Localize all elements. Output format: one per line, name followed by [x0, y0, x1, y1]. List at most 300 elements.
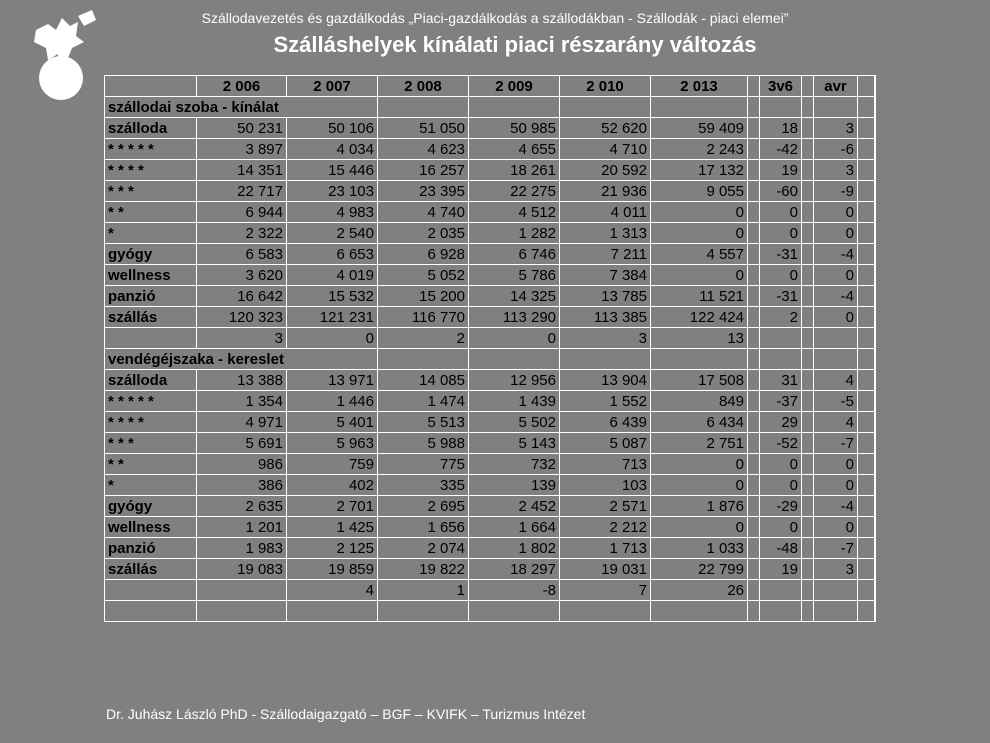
table-cell: 31 [760, 370, 802, 391]
spacer-cell [858, 433, 875, 454]
table-row [105, 286, 875, 307]
table-row [105, 181, 875, 202]
table-cell [378, 601, 469, 622]
table-cell: 1 474 [378, 391, 469, 412]
spacer-cell [802, 139, 814, 160]
table-cell: 713 [560, 454, 651, 475]
table-cell: 51 050 [378, 118, 469, 139]
table-cell: 7 384 [560, 265, 651, 286]
table-cell: 0 [814, 202, 858, 223]
spacer-cell [858, 475, 875, 496]
table-cell: 9 055 [651, 181, 748, 202]
table-row [105, 202, 875, 223]
row-label: panzió [105, 538, 197, 559]
header-row [105, 76, 875, 97]
table-cell: 13 904 [560, 370, 651, 391]
table-cell: -7 [814, 433, 858, 454]
table-cell: 5 143 [469, 433, 560, 454]
table-cell: 3 620 [197, 265, 287, 286]
table-cell: -42 [760, 139, 802, 160]
table-cell: 16 642 [197, 286, 287, 307]
spacer-cell [802, 391, 814, 412]
table-row [105, 391, 875, 412]
table-cell: 14 351 [197, 160, 287, 181]
row-label: * [105, 475, 197, 496]
table-row [105, 265, 875, 286]
table-cell: 5 513 [378, 412, 469, 433]
table-cell [814, 580, 858, 601]
empty-cell [378, 349, 469, 370]
table-row [105, 160, 875, 181]
table-cell: -4 [814, 244, 858, 265]
section-label: vendégéjszaka - kereslet [105, 349, 378, 370]
table-row [105, 370, 875, 391]
table-cell: 52 620 [560, 118, 651, 139]
table-cell: 113 385 [560, 307, 651, 328]
table-cell: 3 [814, 118, 858, 139]
spacer-cell [748, 580, 760, 601]
spacer-cell [748, 475, 760, 496]
row-label: * * * * * [105, 139, 197, 160]
table-cell [814, 328, 858, 349]
table-cell: 120 323 [197, 307, 287, 328]
table-cell: 2 701 [287, 496, 378, 517]
table-cell: 1 354 [197, 391, 287, 412]
table-row [105, 412, 875, 433]
table-cell: 2 212 [560, 517, 651, 538]
empty-cell [814, 349, 858, 370]
table-cell: 23 395 [378, 181, 469, 202]
table-cell: 6 583 [197, 244, 287, 265]
table-cell: 0 [814, 307, 858, 328]
table-row [105, 601, 875, 622]
table-row [105, 538, 875, 559]
table-cell: 29 [760, 412, 802, 433]
table-cell: 6 439 [560, 412, 651, 433]
spacer-cell [858, 118, 875, 139]
table-cell: 7 211 [560, 244, 651, 265]
table-cell: 113 290 [469, 307, 560, 328]
empty-cell [814, 97, 858, 118]
table-cell: 0 [814, 265, 858, 286]
row-label: szállás [105, 559, 197, 580]
table-cell [760, 601, 802, 622]
table-cell: 17 508 [651, 370, 748, 391]
table-cell: 2 125 [287, 538, 378, 559]
row-label: szállás [105, 307, 197, 328]
table-cell [814, 601, 858, 622]
table-cell: 4 971 [197, 412, 287, 433]
empty-cell [858, 349, 875, 370]
section-label: szállodai szoba - kínálat [105, 97, 378, 118]
spacer-cell [858, 559, 875, 580]
table-row [105, 559, 875, 580]
empty-cell [858, 97, 875, 118]
table-cell: 849 [651, 391, 748, 412]
row-label: wellness [105, 517, 197, 538]
spacer-cell [858, 454, 875, 475]
table-cell: -60 [760, 181, 802, 202]
spacer-cell [858, 307, 875, 328]
empty-cell [651, 97, 748, 118]
table-row [105, 328, 875, 349]
table-cell: -31 [760, 286, 802, 307]
spacer-cell [858, 265, 875, 286]
table-cell: 0 [651, 475, 748, 496]
table-cell: -8 [469, 580, 560, 601]
table-cell: 1 439 [469, 391, 560, 412]
spacer-cell [858, 580, 875, 601]
table-cell: 2 074 [378, 538, 469, 559]
table-cell: 2 322 [197, 223, 287, 244]
table-row [105, 307, 875, 328]
table-cell: 0 [760, 517, 802, 538]
table-cell: 16 257 [378, 160, 469, 181]
table-cell: -9 [814, 181, 858, 202]
row-label: * [105, 223, 197, 244]
table-header [105, 76, 875, 97]
table-cell: -31 [760, 244, 802, 265]
spacer-cell [748, 181, 760, 202]
table-cell: 0 [814, 517, 858, 538]
table-row [105, 223, 875, 244]
table-cell: 0 [651, 454, 748, 475]
empty-cell [802, 349, 814, 370]
row-label [105, 601, 197, 622]
table-cell: 3 897 [197, 139, 287, 160]
table-cell: -29 [760, 496, 802, 517]
row-label: szálloda [105, 118, 197, 139]
empty-cell [802, 97, 814, 118]
spacer-cell [858, 181, 875, 202]
table-cell: 121 231 [287, 307, 378, 328]
spacer-cell [802, 223, 814, 244]
table-cell: 1 282 [469, 223, 560, 244]
table-cell: 1 446 [287, 391, 378, 412]
table-cell: 4 710 [560, 139, 651, 160]
table-cell: 50 231 [197, 118, 287, 139]
table-cell: 1 876 [651, 496, 748, 517]
table-cell: 3 [560, 328, 651, 349]
table-cell: 116 770 [378, 307, 469, 328]
spacer-cell [858, 223, 875, 244]
table-cell [560, 601, 651, 622]
table-cell: 0 [651, 202, 748, 223]
empty-cell [378, 97, 469, 118]
table-cell: 23 103 [287, 181, 378, 202]
spacer-cell [858, 538, 875, 559]
spacer-cell [802, 118, 814, 139]
table-cell: 1 201 [197, 517, 287, 538]
section-row [105, 97, 875, 118]
row-label: * * * * [105, 412, 197, 433]
spacer-cell [858, 517, 875, 538]
spacer-cell [748, 307, 760, 328]
page-title: Szálláshelyek kínálati piaci részarány változás [273, 32, 757, 57]
table-cell: 50 985 [469, 118, 560, 139]
spacer-cell [858, 160, 875, 181]
table-cell: 4 [814, 412, 858, 433]
column-header: 2 010 [560, 76, 651, 97]
spacer-cell [748, 391, 760, 412]
table-cell: 19 [760, 160, 802, 181]
table-cell: 0 [651, 223, 748, 244]
row-label: * * * [105, 181, 197, 202]
table-cell: 775 [378, 454, 469, 475]
table-cell: 3 [814, 559, 858, 580]
spacer-cell [802, 181, 814, 202]
spacer-cell [748, 412, 760, 433]
spacer-cell [802, 454, 814, 475]
table-row [105, 454, 875, 475]
table-row [105, 118, 875, 139]
table-cell: 1 983 [197, 538, 287, 559]
row-label [105, 328, 197, 349]
spacer-cell [748, 433, 760, 454]
table-cell: -48 [760, 538, 802, 559]
table-cell: 5 963 [287, 433, 378, 454]
table-row [105, 517, 875, 538]
spacer-cell [858, 202, 875, 223]
table-cell: 0 [287, 328, 378, 349]
table-cell: -4 [814, 496, 858, 517]
table-cell: 1 656 [378, 517, 469, 538]
table-row [105, 433, 875, 454]
table-cell: 15 200 [378, 286, 469, 307]
column-header: 2 007 [287, 76, 378, 97]
column-header: 3v6 [760, 76, 802, 97]
table-cell [197, 580, 287, 601]
table-cell: 2 [760, 307, 802, 328]
table-cell: 732 [469, 454, 560, 475]
table-cell: 4 [814, 370, 858, 391]
empty-cell [748, 349, 760, 370]
empty-cell [560, 97, 651, 118]
table-cell: 5 691 [197, 433, 287, 454]
table-cell: 5 988 [378, 433, 469, 454]
table-cell: 13 971 [287, 370, 378, 391]
row-label: szálloda [105, 370, 197, 391]
column-header: 2 009 [469, 76, 560, 97]
row-label [105, 580, 197, 601]
table-cell: 4 557 [651, 244, 748, 265]
spacer-cell [858, 76, 875, 97]
spacer-cell [748, 160, 760, 181]
table-cell: 22 717 [197, 181, 287, 202]
table-cell: 5 401 [287, 412, 378, 433]
table-cell: 18 [760, 118, 802, 139]
footer-text: Dr. Juhász László PhD - Szállodaigazgató – BGF – KVIFK – Turizmus Intézet [106, 706, 586, 722]
table-cell: 6 653 [287, 244, 378, 265]
spacer-cell [802, 307, 814, 328]
table-cell: 0 [814, 475, 858, 496]
table-cell: 4 512 [469, 202, 560, 223]
table-cell: 19 [760, 559, 802, 580]
table-cell: 335 [378, 475, 469, 496]
spacer-cell [802, 517, 814, 538]
table-cell: 11 521 [651, 286, 748, 307]
spacer-cell [858, 286, 875, 307]
table-cell: 0 [814, 223, 858, 244]
table-cell: 2 635 [197, 496, 287, 517]
table-cell: 2 [378, 328, 469, 349]
table-cell: 1 [378, 580, 469, 601]
spacer-cell [748, 538, 760, 559]
table-cell: -4 [814, 286, 858, 307]
spacer-cell [802, 370, 814, 391]
spacer-cell [858, 601, 875, 622]
table-cell: 1 425 [287, 517, 378, 538]
spacer-cell [748, 202, 760, 223]
table-cell: -52 [760, 433, 802, 454]
table-cell: 0 [651, 265, 748, 286]
table-cell: 122 424 [651, 307, 748, 328]
spacer-cell [802, 412, 814, 433]
table-cell: 2 751 [651, 433, 748, 454]
table-cell: 5 087 [560, 433, 651, 454]
table-cell: 103 [560, 475, 651, 496]
table-cell: 139 [469, 475, 560, 496]
header-corner [105, 76, 197, 97]
spacer-cell [802, 265, 814, 286]
table-cell: 1 664 [469, 517, 560, 538]
table-row [105, 244, 875, 265]
table-cell: 2 035 [378, 223, 469, 244]
spacer-cell [858, 139, 875, 160]
row-label: * * * * * [105, 391, 197, 412]
spacer-cell [748, 370, 760, 391]
table-cell: 19 031 [560, 559, 651, 580]
spacer-cell [858, 496, 875, 517]
spacer-cell [802, 433, 814, 454]
row-label: * * * [105, 433, 197, 454]
spacer-cell [802, 328, 814, 349]
spacer-cell [748, 328, 760, 349]
table-cell: 2 540 [287, 223, 378, 244]
empty-cell [760, 97, 802, 118]
empty-cell [469, 97, 560, 118]
table-cell: -7 [814, 538, 858, 559]
table-cell: 759 [287, 454, 378, 475]
spacer-cell [802, 580, 814, 601]
spacer-cell [802, 538, 814, 559]
table-cell: 4 034 [287, 139, 378, 160]
table-cell: 18 297 [469, 559, 560, 580]
row-label: * * [105, 454, 197, 475]
column-header: 2 008 [378, 76, 469, 97]
spacer-cell [858, 412, 875, 433]
table-cell: 5 786 [469, 265, 560, 286]
spacer-cell [748, 223, 760, 244]
spacer-cell [858, 328, 875, 349]
spacer-cell [802, 202, 814, 223]
table-cell: 19 083 [197, 559, 287, 580]
row-label: gyógy [105, 496, 197, 517]
table-cell: 5 052 [378, 265, 469, 286]
table-cell: 6 434 [651, 412, 748, 433]
spacer-cell [748, 496, 760, 517]
table-cell: 14 325 [469, 286, 560, 307]
table-row [105, 475, 875, 496]
column-header: 2 013 [651, 76, 748, 97]
table-cell: 0 [760, 202, 802, 223]
table-cell: 4 [287, 580, 378, 601]
table-cell [651, 601, 748, 622]
data-table-container [104, 75, 876, 622]
table-cell: 4 623 [378, 139, 469, 160]
table-cell: 26 [651, 580, 748, 601]
table-cell: 4 019 [287, 265, 378, 286]
header-subtitle: Szállodavezetés és gazdálkodás „Piaci-gazdálkodás a szállodákban - Szállodák - piaci elemei” [201, 10, 789, 26]
table-cell: 4 983 [287, 202, 378, 223]
spacer-cell [748, 559, 760, 580]
table-cell: 3 [197, 328, 287, 349]
spacer-cell [858, 391, 875, 412]
table-cell: 0 [814, 454, 858, 475]
table-cell: 2 571 [560, 496, 651, 517]
table-cell: 0 [760, 454, 802, 475]
table-cell: 14 085 [378, 370, 469, 391]
spacer-cell [748, 244, 760, 265]
table-cell: 22 799 [651, 559, 748, 580]
spacer-cell [802, 496, 814, 517]
table-cell: 6 928 [378, 244, 469, 265]
table-cell: -5 [814, 391, 858, 412]
table-row [105, 496, 875, 517]
table-cell: 1 713 [560, 538, 651, 559]
table-cell [760, 328, 802, 349]
table-cell: 4 740 [378, 202, 469, 223]
table-cell: 18 261 [469, 160, 560, 181]
table-cell: 20 592 [560, 160, 651, 181]
empty-cell [760, 349, 802, 370]
table-cell: 1 313 [560, 223, 651, 244]
table-cell: 3 [814, 160, 858, 181]
table-row [105, 139, 875, 160]
table-cell: 4 655 [469, 139, 560, 160]
table-cell: 986 [197, 454, 287, 475]
table-cell: 0 [651, 517, 748, 538]
table-cell: 15 446 [287, 160, 378, 181]
spacer-cell [748, 286, 760, 307]
spacer-cell [748, 265, 760, 286]
data-table [104, 75, 875, 622]
spacer-cell [802, 475, 814, 496]
row-label: panzió [105, 286, 197, 307]
spacer-cell [802, 601, 814, 622]
table-cell: 2 452 [469, 496, 560, 517]
empty-cell [651, 349, 748, 370]
empty-cell [560, 349, 651, 370]
table-cell: 386 [197, 475, 287, 496]
table-cell: -6 [814, 139, 858, 160]
spacer-cell [748, 76, 760, 97]
row-label: wellness [105, 265, 197, 286]
row-label: * * * * [105, 160, 197, 181]
spacer-cell [802, 286, 814, 307]
table-cell: 2 695 [378, 496, 469, 517]
table-cell [197, 601, 287, 622]
table-cell: 21 936 [560, 181, 651, 202]
spacer-cell [858, 370, 875, 391]
spacer-cell [802, 160, 814, 181]
spacer-cell [748, 517, 760, 538]
section-row [105, 349, 875, 370]
table-cell: 22 275 [469, 181, 560, 202]
table-cell: 6 746 [469, 244, 560, 265]
spacer-cell [858, 244, 875, 265]
table-cell: 15 532 [287, 286, 378, 307]
